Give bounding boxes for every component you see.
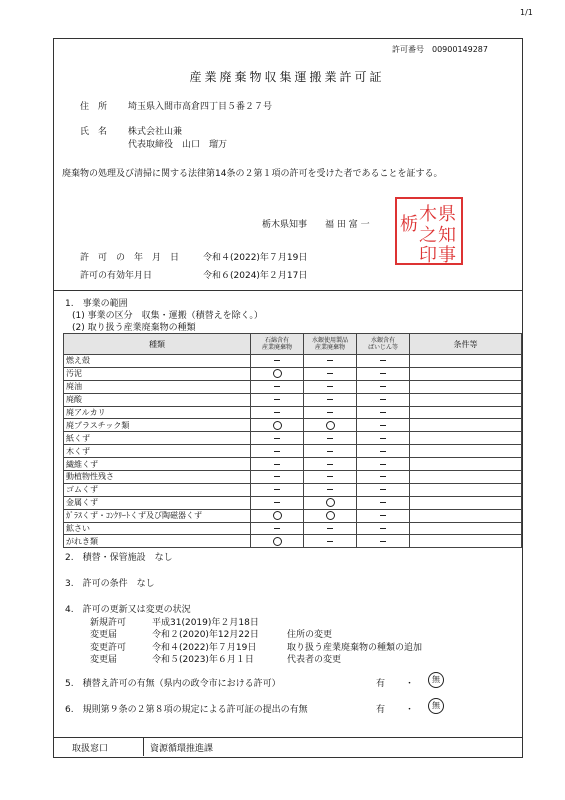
waste-type-name: 鉱さい (64, 522, 251, 535)
not-applicable-dash-mark (380, 528, 386, 529)
not-applicable-dash-mark (327, 438, 333, 439)
permission-cell (357, 445, 410, 458)
permission-cell (304, 393, 357, 406)
permission-cell (304, 355, 357, 368)
table-row (64, 393, 522, 406)
header-type: 種類 (64, 334, 251, 355)
permitted-circle-mark (273, 421, 282, 430)
address-value: 埼玉県入間市高倉四丁目５番２７号 (128, 102, 273, 112)
table-row (64, 522, 522, 535)
conditions-cell (410, 432, 522, 445)
permission-cell (357, 471, 410, 484)
conditions-cell (410, 471, 522, 484)
permission-cell (251, 535, 304, 548)
not-applicable-dash-mark (274, 464, 280, 465)
permission-cell (357, 432, 410, 445)
header-asbestos: 石綿含有 産業廃棄物 (251, 334, 304, 355)
table-row (64, 380, 522, 393)
permission-cell (304, 419, 357, 432)
conditions-cell (410, 419, 522, 432)
not-applicable-dash-mark (274, 360, 280, 361)
not-applicable-dash-mark (380, 399, 386, 400)
not-applicable-dash-mark (327, 528, 333, 529)
separator-dot: ・ (405, 679, 415, 689)
waste-type-name: ｶﾞﾗｽくず・ｺﾝｸﾘｰﾄくず及び陶磁器くず (64, 509, 251, 522)
not-applicable-dash-mark (380, 412, 386, 413)
permission-cell (357, 393, 410, 406)
not-applicable-dash-mark (380, 386, 386, 387)
permission-cell (251, 509, 304, 522)
history-date: 平成31(2019)年２月18日 (152, 618, 259, 628)
svg-text:県: 県 (438, 204, 456, 225)
not-applicable-dash-mark (274, 528, 280, 529)
permitted-circle-mark (326, 421, 335, 430)
table-header-row (64, 334, 522, 355)
section-6-submission: 6. 規則第９条の２第８項の規定による許可証の提出の有無 (65, 705, 308, 715)
representative-name: 代表取締役 山口 瑠万 (128, 140, 228, 150)
svg-text:印: 印 (419, 245, 437, 266)
permission-cell (357, 496, 410, 509)
permitted-circle-mark (326, 498, 335, 507)
conditions-cell (410, 406, 522, 419)
permission-cell (304, 483, 357, 496)
not-applicable-dash-mark (380, 451, 386, 452)
company-name: 株式会社山兼 (128, 127, 183, 137)
not-applicable-dash-mark (274, 412, 280, 413)
table-row (64, 483, 522, 496)
waste-type-name: 燃え殻 (64, 355, 251, 368)
permission-cell (251, 445, 304, 458)
not-applicable-dash-mark (380, 502, 386, 503)
permission-cell (251, 471, 304, 484)
not-applicable-dash-mark (274, 476, 280, 477)
office-label: 取扱窓口 (72, 744, 109, 754)
conditions-cell (410, 367, 522, 380)
waste-type-name: 廃アルカリ (64, 406, 251, 419)
valid-until-label: 許可の有効年月日 (80, 271, 153, 281)
table-row (64, 445, 522, 458)
not-applicable-dash-mark (274, 451, 280, 452)
conditions-cell (410, 445, 522, 458)
waste-type-name: 紙くず (64, 432, 251, 445)
permission-cell (251, 380, 304, 393)
not-applicable-dash-mark (327, 451, 333, 452)
not-applicable-dash-mark (380, 464, 386, 465)
not-applicable-dash-mark (380, 360, 386, 361)
permission-cell (251, 522, 304, 535)
history-kind: 変更届 (90, 655, 118, 665)
waste-type-name: がれき類 (64, 535, 251, 548)
not-applicable-dash-mark (327, 386, 333, 387)
permission-cell (304, 509, 357, 522)
permission-cell (251, 355, 304, 368)
valid-until-date: 令和６(2024)年２月17日 (203, 271, 308, 281)
history-note: 代表者の変更 (287, 655, 342, 665)
not-applicable-dash-mark (380, 541, 386, 542)
governor-name: 栃木県知事 福 田 富 一 (262, 220, 370, 230)
permission-cell (304, 471, 357, 484)
permission-cell (251, 483, 304, 496)
address-label: 住 所 (80, 102, 108, 112)
permitted-circle-mark (273, 511, 282, 520)
history-kind: 変更届 (90, 630, 118, 640)
permission-cell (304, 432, 357, 445)
certificate-title: 産業廃棄物収集運搬業許可証 (189, 70, 385, 84)
waste-type-name: 木くず (64, 445, 251, 458)
permission-cell (357, 380, 410, 393)
permission-cell (357, 509, 410, 522)
certification-text: 廃棄物の処理及び清掃に関する法律第14条の２第１項の許可を受けた者であることを証する。 (62, 169, 443, 179)
table-row (64, 367, 522, 380)
section-3-conditions: 3. 許可の条件 なし (65, 579, 155, 589)
svg-text:栃: 栃 (400, 214, 418, 235)
section-divider (53, 290, 522, 291)
history-kind: 新規許可 (90, 618, 127, 628)
svg-text:之: 之 (419, 225, 437, 246)
not-applicable-dash-mark (274, 399, 280, 400)
header-mercury-dust: 水銀含有 ばいじん等 (357, 334, 410, 355)
permission-cell (304, 496, 357, 509)
permission-cell (251, 496, 304, 509)
header-conditions: 条件等 (410, 334, 522, 355)
waste-type-name: ゴムくず (64, 483, 251, 496)
permit-date-label: 許 可 の 年 月 日 (80, 253, 180, 263)
permission-cell (357, 406, 410, 419)
name-label: 氏 名 (80, 127, 108, 137)
permission-cell (357, 367, 410, 380)
not-applicable-dash-mark (274, 502, 280, 503)
page-number: 1/1 (520, 8, 533, 17)
waste-type-name: 廃油 (64, 380, 251, 393)
waste-type-name: 廃プラスチック類 (64, 419, 251, 432)
conditions-cell (410, 522, 522, 535)
not-applicable-dash-mark (274, 489, 280, 490)
waste-types-heading: (2) 取り扱う産業廃棄物の種類 (72, 323, 196, 333)
permission-cell (251, 432, 304, 445)
permission-cell (304, 445, 357, 458)
permission-cell (304, 406, 357, 419)
history-note: 取り扱う産業廃棄物の種類の追加 (287, 643, 423, 653)
conditions-cell (410, 509, 522, 522)
table-row (64, 496, 522, 509)
permission-cell (251, 406, 304, 419)
permission-cell (304, 458, 357, 471)
not-applicable-dash-mark (274, 386, 280, 387)
not-applicable-dash-mark (380, 515, 386, 516)
contact-row (53, 737, 522, 757)
not-applicable-dash-mark (380, 476, 386, 477)
table-row (64, 432, 522, 445)
section-4-heading: 4. 許可の更新又は変更の状況 (65, 605, 191, 615)
history-date: 令和４(2022)年７月19日 (152, 643, 257, 653)
permission-cell (251, 367, 304, 380)
svg-text:知: 知 (438, 225, 456, 246)
section-5-transfer-permit: 5. 積替え許可の有無（県内の政令市における許可） (65, 679, 281, 689)
not-applicable-dash-mark (380, 489, 386, 490)
permission-cell (304, 367, 357, 380)
conditions-cell (410, 458, 522, 471)
permitted-circle-mark (273, 537, 282, 546)
not-applicable-dash-mark (327, 476, 333, 477)
svg-text:木: 木 (419, 204, 437, 225)
not-applicable-dash-mark (327, 464, 333, 465)
official-seal-stamp (394, 196, 464, 266)
history-date: 令和２(2020)年12月22日 (152, 630, 259, 640)
waste-types-table (63, 333, 522, 548)
table-row (64, 535, 522, 548)
table-row (64, 458, 522, 471)
conditions-cell (410, 380, 522, 393)
not-applicable-dash-mark (380, 438, 386, 439)
permission-cell (357, 535, 410, 548)
history-note: 住所の変更 (287, 630, 333, 640)
table-row (64, 509, 522, 522)
section-2-storage: 2. 積替・保管施設 なし (65, 553, 173, 563)
permission-cell (251, 393, 304, 406)
history-kind: 変更許可 (90, 643, 127, 653)
not-applicable-dash-mark (380, 373, 386, 374)
waste-type-name: 動植物性残さ (64, 471, 251, 484)
business-category: (1) 事業の区分 収集・運搬（積替えを除く。） (72, 311, 263, 321)
permitted-circle-mark (326, 511, 335, 520)
not-applicable-dash-mark (327, 373, 333, 374)
table-row (64, 406, 522, 419)
permission-cell (357, 522, 410, 535)
conditions-cell (410, 393, 522, 406)
office-name: 資源循環推進課 (150, 744, 214, 754)
separator-dot: ・ (405, 705, 415, 715)
yes-option: 有 (376, 705, 386, 715)
permission-cell (357, 458, 410, 471)
yes-option: 有 (376, 679, 386, 689)
permitted-circle-mark (273, 369, 282, 378)
not-applicable-dash-mark (274, 438, 280, 439)
section-1-heading: 1. 事業の範囲 (65, 299, 128, 309)
no-option-circled: 無 (428, 698, 444, 714)
conditions-cell (410, 355, 522, 368)
permission-cell (357, 419, 410, 432)
conditions-cell (410, 483, 522, 496)
no-option-circled: 無 (428, 672, 444, 688)
not-applicable-dash-mark (327, 489, 333, 490)
permission-cell (357, 355, 410, 368)
waste-type-name: 汚泥 (64, 367, 251, 380)
not-applicable-dash-mark (327, 541, 333, 542)
permit-date: 令和４(2022)年７月19日 (203, 253, 308, 263)
table-row (64, 355, 522, 368)
history-date: 令和５(2023)年６月１日 (152, 655, 254, 665)
permission-cell (357, 483, 410, 496)
contact-row-divider (143, 737, 144, 756)
table-row (64, 419, 522, 432)
permission-cell (251, 458, 304, 471)
permission-cell (304, 522, 357, 535)
waste-type-name: 金属くず (64, 496, 251, 509)
not-applicable-dash-mark (380, 425, 386, 426)
conditions-cell (410, 535, 522, 548)
permit-number: 許可番号 00900149287 (392, 45, 488, 54)
not-applicable-dash-mark (327, 412, 333, 413)
header-mercury-products: 水銀使用製品 産業廃棄物 (304, 334, 357, 355)
not-applicable-dash-mark (327, 399, 333, 400)
waste-type-name: 廃酸 (64, 393, 251, 406)
permission-cell (304, 535, 357, 548)
not-applicable-dash-mark (327, 360, 333, 361)
table-row (64, 471, 522, 484)
permission-cell (304, 380, 357, 393)
permission-cell (251, 419, 304, 432)
conditions-cell (410, 496, 522, 509)
svg-text:事: 事 (438, 245, 456, 266)
waste-type-name: 繊維くず (64, 458, 251, 471)
